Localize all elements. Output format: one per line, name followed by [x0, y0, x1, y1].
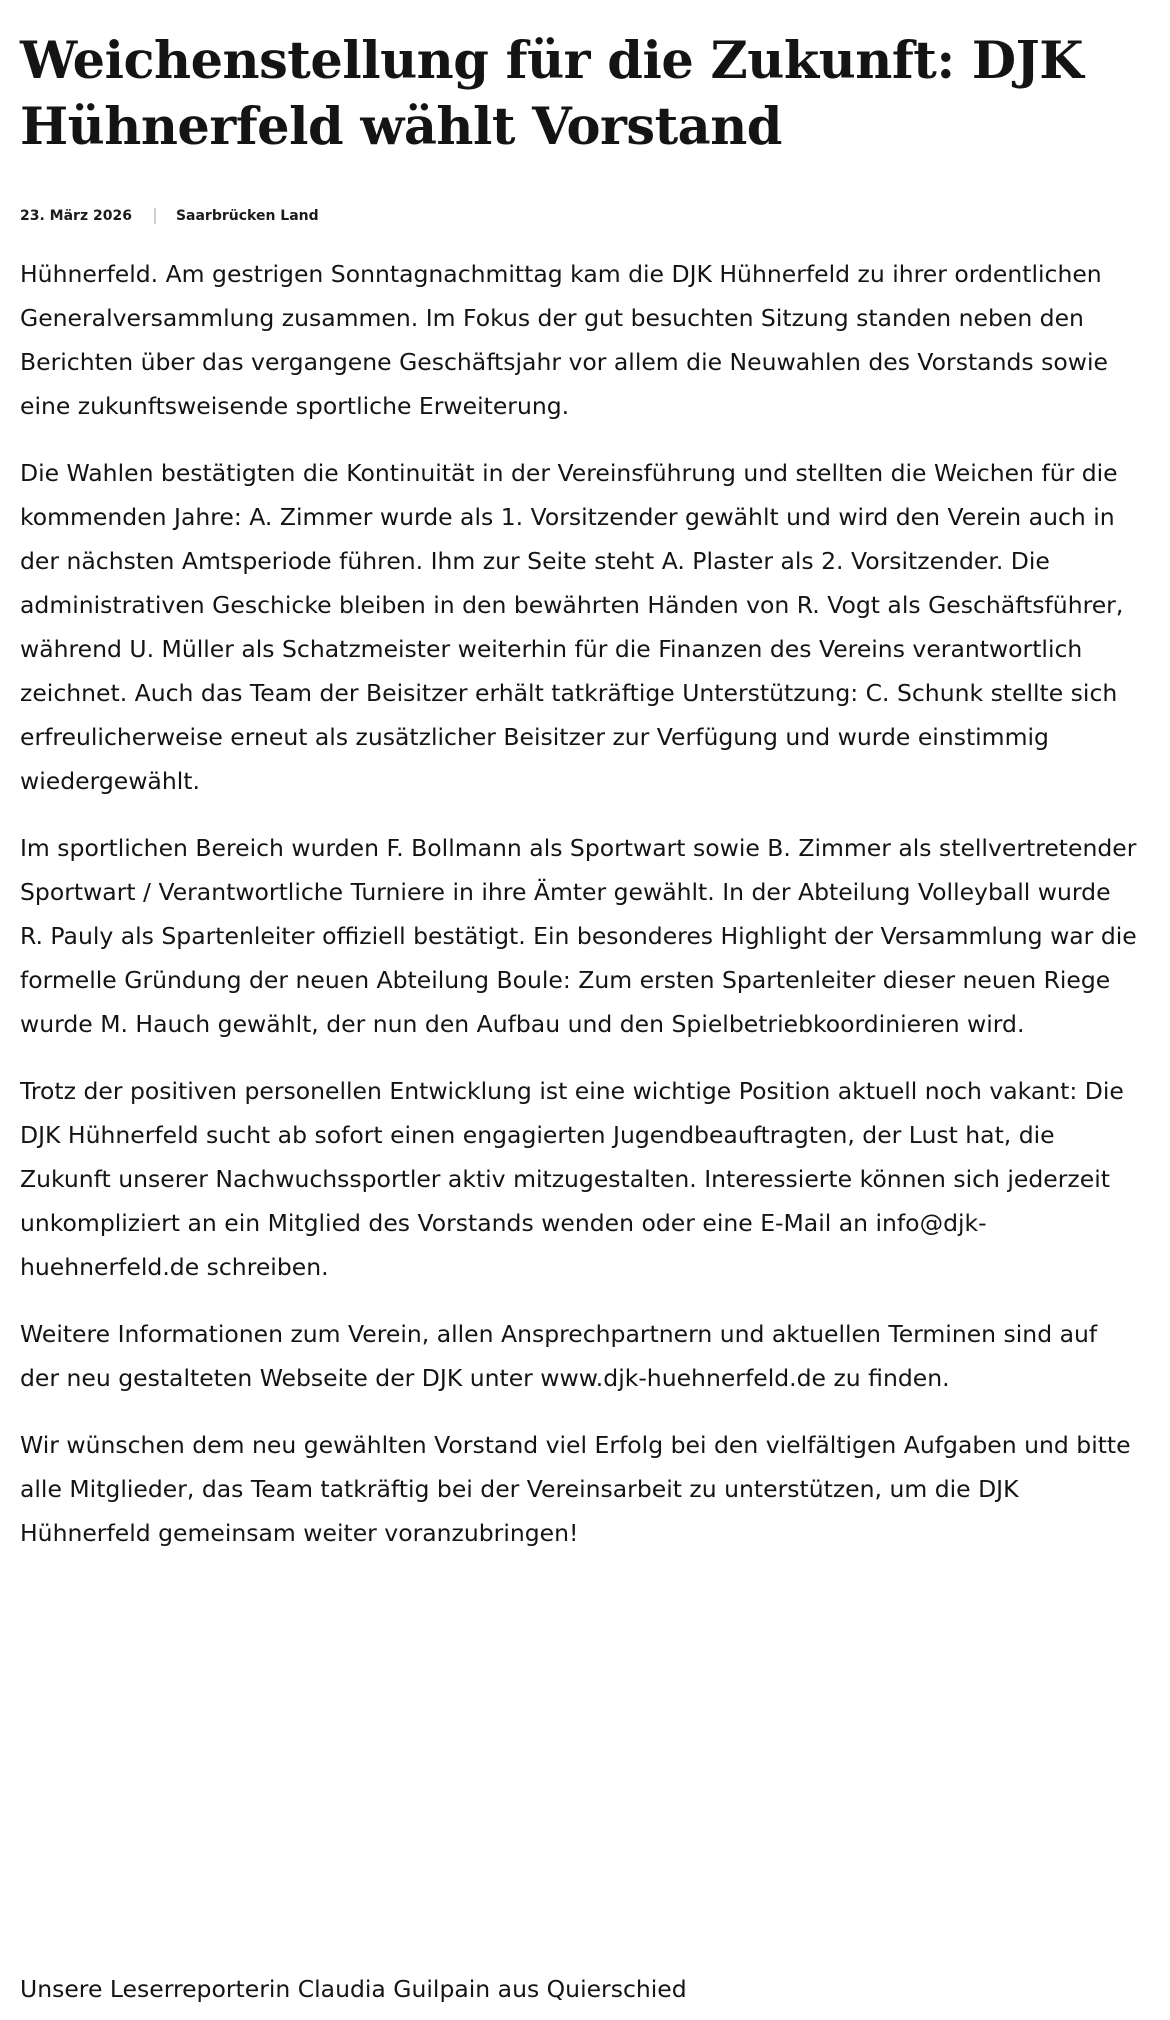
article-meta: [20, 204, 1140, 228]
article: [20, 28, 1140, 1555]
article-signature: Unsere Leserreporterin Claudia Guilpain aus Quierschied: [20, 1975, 687, 2003]
article-paragraph: Hühnerfeld. Am gestrigen Sonntagnachmittag kam die DJK Hühnerfeld zu ihrer ordentlichen Generalversammlung zusammen. Im Fokus der gut besuchten Sitzung standen neben den Berichten über das vergangene Geschäftsjahr vor allem die Neuwahlen des Vorstands sowie eine zukunftsweisende sportliche Erweiterung.: [20, 260, 1108, 420]
article-paragraph: Die Wahlen bestätigten die Kontinuität in der Vereinsführung und stellten die Weichen für die kommenden Jahre: A. Zimmer wurde als 1. Vorsitzender gewählt und wird den Verein auch in der nächsten Amtsperiode führen. Ihm zur Seite steht A. Plaster als 2. Vorsitzender. Die administrativen Geschicke bleiben in den bewährten Händen von R. Vogt als Geschäftsführer, während U. Müller als Schatzmeister weiterhin für die Finanzen des Vereins verantwortlich zeichnet. Auch das Team der Beisitzer erhält tatkräftige Unterstützung: C. Schunk stellte sich erfreulicherweise erneut als zusätzlicher Beisitzer zur Verfügung und wurde einstimmig wiedergewählt.: [20, 459, 1124, 795]
article-paragraph: Wir wünschen dem neu gewählten Vorstand viel Erfolg bei den vielfältigen Aufgaben und bitte alle Mitglieder, das Team tatkräftig bei der Vereinsarbeit zu unterstützen, um die DJK Hühnerfeld gemeinsam weiter voranzubringen!: [20, 1431, 1131, 1547]
article-paragraph: Im sportlichen Bereich wurden F. Bollmann als Sportwart sowie B. Zimmer als stellvertretender Sportwart / Verantwortliche Turniere in ihre Ämter gewählt. In der Abteilung Volleyball wurde R. Pauly als Spartenleiter offiziell bestätigt. Ein besonderes Highlight der Versammlung war die formelle Gründung der neuen Abteilung Boule: Zum ersten Spartenleiter dieser neuen Riege wurde M. Hauch gewählt, der nun den Aufbau und den Spielbetriebkoordinieren wird.: [20, 834, 1137, 1038]
article-body: [20, 252, 1140, 1555]
article-paragraph: Trotz der positiven personellen Entwicklung ist eine wichtige Position aktuell noch vakant: Die DJK Hühnerfeld sucht ab sofort einen engagierten Jugendbeauftragten, der Lust hat, die Zukunft unserer Nachwuchssportler aktiv mitzugestalten. Interessierte können sich jederzeit unkompliziert an ein Mitglied des Vorstands wenden oder eine E-Mail an info@djk-huehnerfeld.de schreiben.: [20, 1077, 1124, 1281]
article-paragraph: Weitere Informationen zum Verein, allen Ansprechpartnern und aktuellen Terminen sind auf der neu gestalteten Webseite der DJK unter www.djk-huehnerfeld.de zu finden.: [20, 1320, 1098, 1392]
article-date: 23. März 2026: [20, 208, 132, 224]
article-headline: Weichenstellung für die Zukunft: DJK Hühnerfeld wählt Vorstand: [20, 31, 1084, 157]
article-category: Saarbrücken Land: [175, 208, 319, 224]
meta-divider: [154, 208, 156, 224]
